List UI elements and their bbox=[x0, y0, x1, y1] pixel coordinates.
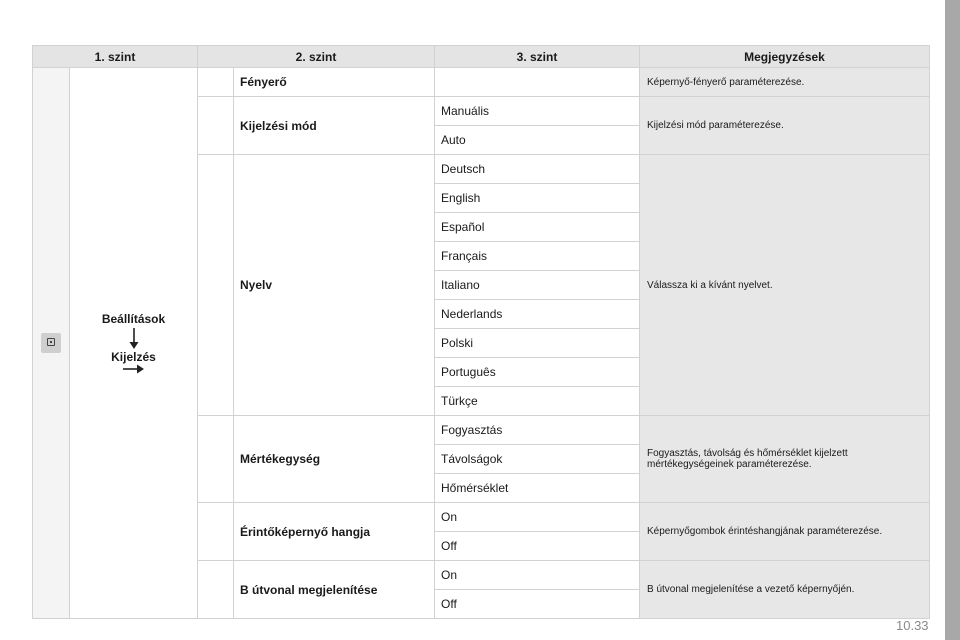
header-level-1: 1. szint bbox=[33, 46, 198, 68]
arrow-down-icon bbox=[129, 328, 139, 350]
level3-item: Nederlands bbox=[435, 300, 640, 329]
header-level-2: 2. szint bbox=[198, 46, 435, 68]
screen-settings-icon bbox=[41, 333, 61, 353]
level3-item: Off bbox=[435, 590, 640, 619]
level3-item: Español bbox=[435, 213, 640, 242]
table-row bbox=[33, 68, 930, 97]
note-brightness: Képernyő-fényerő paraméterezése. bbox=[640, 68, 930, 97]
note-touch-sound: Képernyőgombok érintéshangjának paraméterezése. bbox=[640, 503, 930, 561]
level2-item-route-b: B útvonal megjelenítése bbox=[234, 561, 435, 619]
level3-item: Auto bbox=[435, 126, 640, 155]
settings-menu-table bbox=[32, 45, 930, 619]
level1-label-display: Kijelzés bbox=[111, 350, 156, 364]
level2-item-display-mode: Kijelzési mód bbox=[234, 97, 435, 155]
level3-item: On bbox=[435, 561, 640, 590]
level2-item-brightness: Fényerő bbox=[234, 68, 435, 97]
level1-icon-cell bbox=[33, 68, 70, 619]
header-notes: Megjegyzések bbox=[640, 46, 930, 68]
level3-item: Fogyasztás bbox=[435, 416, 640, 445]
note-display-mode: Kijelzési mód paraméterezése. bbox=[640, 97, 930, 155]
header-level-3: 3. szint bbox=[435, 46, 640, 68]
level3-item: Polski bbox=[435, 329, 640, 358]
page-number: 10.33 bbox=[896, 618, 929, 633]
level3-item: Türkçe bbox=[435, 387, 640, 416]
level3-item: Français bbox=[435, 242, 640, 271]
level2-item-units: Mértékegység bbox=[234, 416, 435, 503]
arrow-right-icon bbox=[123, 364, 145, 374]
level1-cell bbox=[70, 68, 198, 619]
level3-item: English bbox=[435, 184, 640, 213]
page-edge-band bbox=[945, 0, 960, 640]
level3-item: Távolságok bbox=[435, 445, 640, 474]
note-units: Fogyasztás, távolság és hőmérséklet kijelzett mértékegységeinek paraméterezése. bbox=[640, 416, 930, 503]
table-header-row bbox=[33, 46, 930, 68]
level3-item: On bbox=[435, 503, 640, 532]
note-language: Válassza ki a kívánt nyelvet. bbox=[640, 155, 930, 416]
level3-item: Italiano bbox=[435, 271, 640, 300]
level1-label-settings: Beállítások bbox=[101, 312, 166, 326]
level3-item: Deutsch bbox=[435, 155, 640, 184]
level3-item: Off bbox=[435, 532, 640, 561]
level3-item: Manuális bbox=[435, 97, 640, 126]
level3-item: Hőmérséklet bbox=[435, 474, 640, 503]
level3-item: Português bbox=[435, 358, 640, 387]
note-route-b: B útvonal megjelenítése a vezető képernyőjén. bbox=[640, 561, 930, 619]
level2-item-touch-sound: Érintőképernyő hangja bbox=[234, 503, 435, 561]
level2-item-language: Nyelv bbox=[234, 155, 435, 416]
